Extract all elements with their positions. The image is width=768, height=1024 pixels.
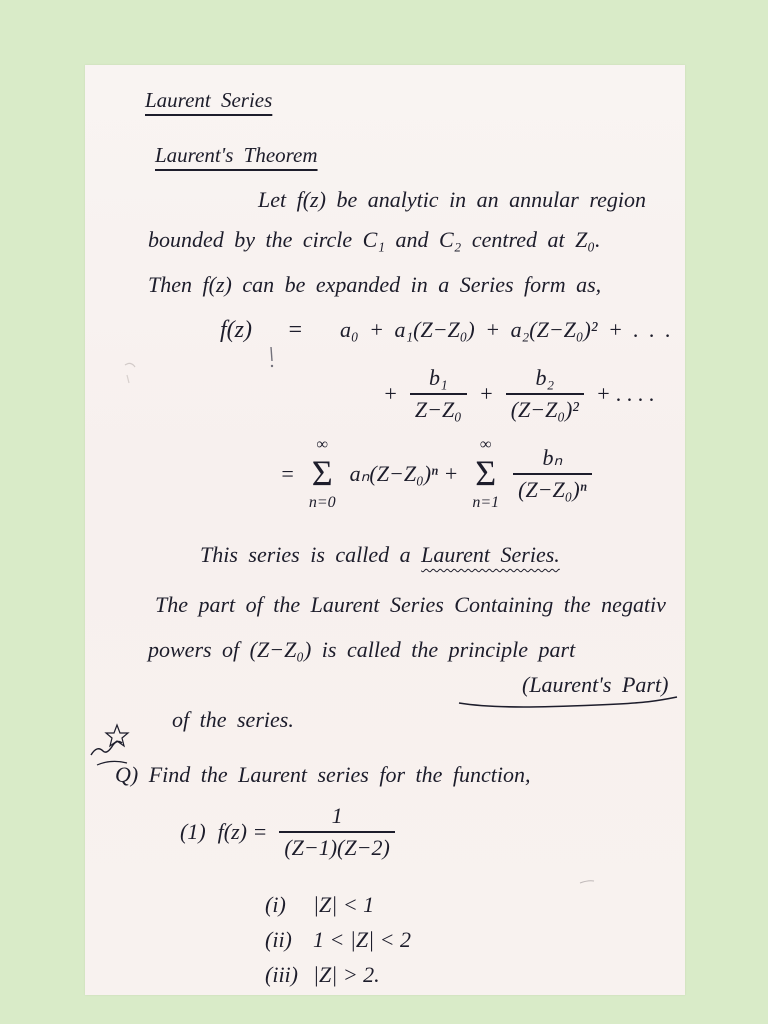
case-condition: 1 < |Z| < 2	[313, 927, 412, 952]
case-label: (i)	[265, 892, 286, 917]
fraction-b1	[410, 365, 467, 423]
fraction-bn	[513, 445, 592, 503]
case-condition: |Z| > 2.	[313, 962, 380, 987]
definition-aside: (Laurent's Part)	[522, 672, 669, 697]
region-case-iii	[265, 961, 380, 989]
sum-lower-limit: n=0	[308, 494, 336, 511]
question-part-1	[180, 803, 395, 861]
theorem-heading: Laurent's Theorem	[155, 143, 318, 167]
sigma-symbol: Σ	[311, 453, 333, 493]
expansion-lhs: f(z)	[220, 317, 252, 343]
definition-line-1	[200, 541, 560, 569]
expansion-equals: =	[287, 317, 304, 343]
definition-term: Laurent Series.	[421, 542, 560, 567]
sum-term: aₙ(Z−Z₀)ⁿ +	[349, 461, 459, 486]
fraction-numerator: 1	[331, 803, 343, 828]
fraction-numerator: b₁	[429, 365, 448, 390]
aside-underline-swoosh	[457, 695, 679, 715]
sigma-symbol: Σ	[475, 453, 497, 493]
sum-upper-limit: ∞	[480, 436, 492, 453]
sum-upper-limit: ∞	[316, 436, 328, 453]
notebook-page	[85, 65, 685, 995]
region-case-i	[265, 891, 374, 919]
definition-line-3: powers of (Z−Z₀) is called the principle part	[148, 637, 576, 662]
sum-lower-limit: n=1	[472, 494, 500, 511]
question-prompt: Q) Find the Laurent series for the function,	[115, 762, 531, 787]
fraction-denominator: (Z−Z₀)ⁿ	[518, 476, 587, 502]
plus-sign: +	[383, 380, 398, 406]
part-label: (1)	[180, 818, 206, 844]
summation-positive	[309, 437, 336, 511]
fraction-numerator: bₙ	[542, 445, 563, 471]
summation-form	[280, 437, 592, 511]
continuation-dots: + . . . .	[595, 380, 655, 406]
fraction-denominator: (Z−1)(Z−2)	[284, 834, 390, 860]
fraction-bar	[279, 831, 394, 833]
fraction-bar	[506, 393, 584, 395]
theorem-line-2: bounded by the circle C₁ and C₂ centred at Z₀.	[148, 227, 601, 252]
fraction-denominator: (Z−Z₀)²	[510, 396, 579, 422]
definition-line-4: of the series.	[172, 707, 294, 732]
fraction-denominator: Z−Z₀	[414, 396, 462, 422]
definition-line-2: The part of the Laurent Series Containing the negativ	[155, 592, 666, 617]
definition-intro: This series is called a	[200, 542, 422, 567]
fraction-bar	[410, 393, 467, 395]
summation-negative	[472, 437, 499, 511]
theorem-line-3: Then f(z) can be expanded in a Series form as,	[148, 272, 602, 297]
function-fraction	[279, 803, 394, 861]
fraction-b2	[506, 365, 584, 423]
theorem-line-1: Let f(z) be analytic in an annular region	[258, 187, 646, 212]
case-condition: |Z| < 1	[313, 892, 375, 917]
case-label: (ii)	[265, 927, 292, 952]
fraction-bar	[513, 473, 592, 475]
plus-sign: +	[478, 380, 494, 406]
fraction-numerator: b₂	[535, 365, 555, 390]
function-lhs: f(z) =	[217, 818, 268, 844]
equals-sign: =	[280, 461, 295, 486]
case-label: (iii)	[265, 962, 298, 987]
expansion-negative-terms	[383, 365, 655, 423]
region-case-ii	[265, 926, 411, 954]
expansion-positive-terms: a₀ + a₁(Z−Z₀) + a₂(Z−Z₀)² + . . .	[340, 317, 671, 342]
page-title: Laurent Series	[145, 88, 273, 112]
